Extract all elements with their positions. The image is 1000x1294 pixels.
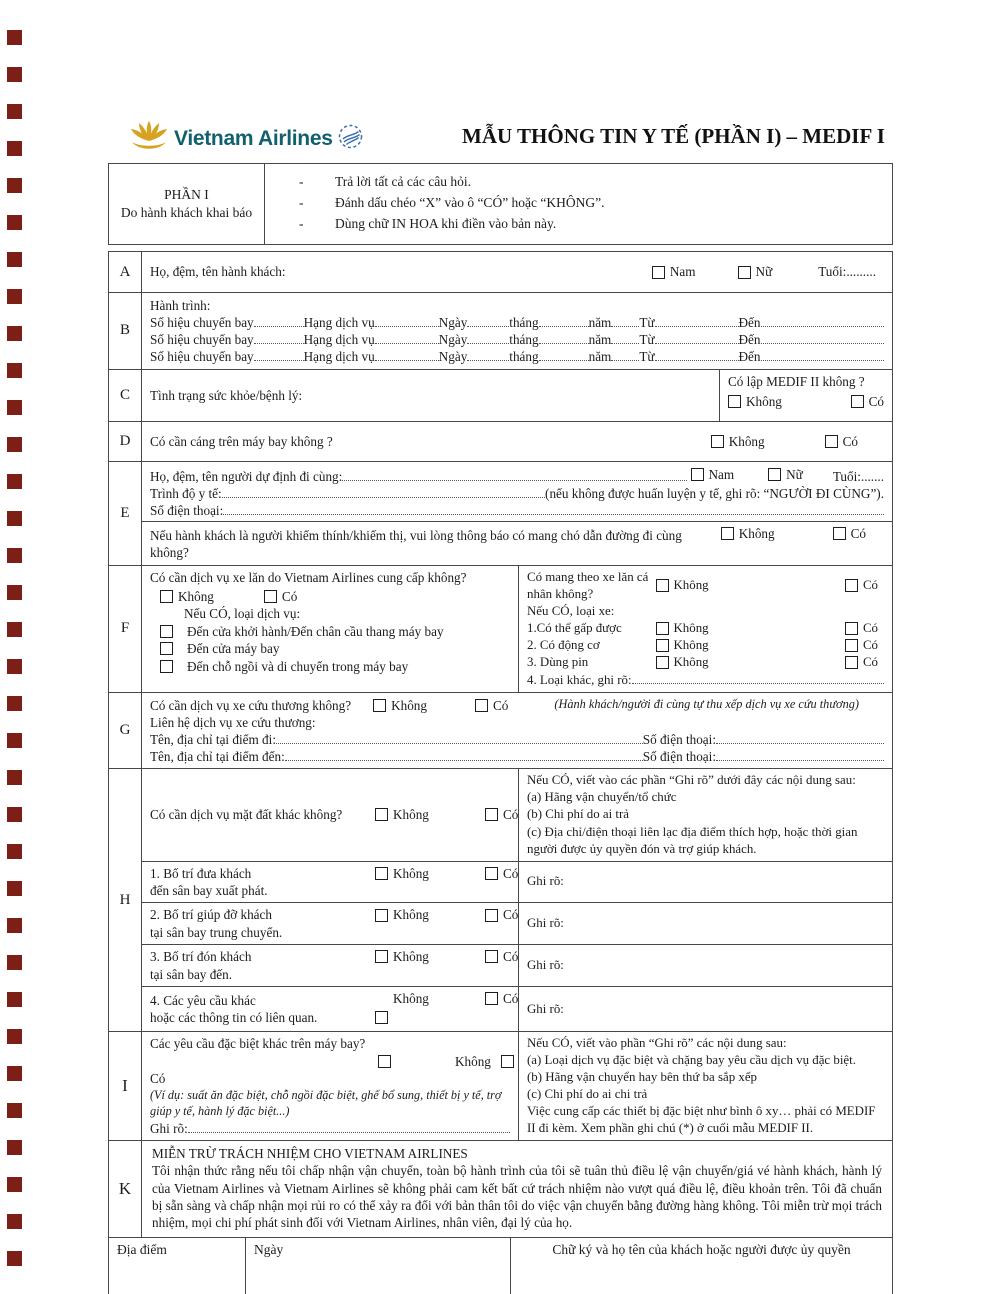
write-in-line[interactable] xyxy=(761,331,884,344)
part-label: PHẦN I xyxy=(164,186,209,202)
companion-block xyxy=(142,462,892,522)
item-yes-option xyxy=(485,948,518,965)
no-checkbox[interactable] xyxy=(375,909,388,922)
medif2-cell xyxy=(719,370,892,421)
row-letter: E xyxy=(109,462,142,565)
waiver-title: MIỄN TRỪ TRÁCH NHIỆM CHO VIETNAM AIRLINES xyxy=(152,1146,468,1162)
item-no-option xyxy=(375,906,485,923)
main-form-table xyxy=(108,251,893,1294)
note-title: Nếu CÓ, viết vào các phần “Ghi rõ” dưới đây các nội dung sau: xyxy=(527,773,856,788)
service-class-label: Hạng dịch vụ xyxy=(303,349,375,365)
h-item-cell xyxy=(142,945,519,986)
form-header xyxy=(0,116,1000,162)
no-label: Không xyxy=(178,588,214,604)
yes-label: Có xyxy=(862,637,878,652)
stretcher-no-option xyxy=(711,433,765,450)
row-letter: K xyxy=(109,1141,142,1237)
instruction-item xyxy=(293,174,882,190)
month-label: tháng xyxy=(509,349,539,365)
service-checkbox[interactable] xyxy=(160,660,173,673)
type-no-option xyxy=(656,654,756,671)
write-in-line[interactable] xyxy=(254,314,304,327)
to-label: Đến xyxy=(738,315,761,331)
from-label: Từ xyxy=(639,332,655,348)
yes-label: Có xyxy=(868,393,884,409)
male-label: Nam xyxy=(669,264,696,280)
service-checkbox[interactable] xyxy=(160,642,173,655)
h-subrow-3 xyxy=(142,944,892,986)
write-in-line[interactable] xyxy=(716,731,884,744)
no-checkbox[interactable] xyxy=(656,579,669,592)
no-label: Không xyxy=(673,620,709,635)
row-k xyxy=(109,1140,892,1237)
brand-name: Vietnam Airlines xyxy=(174,126,333,150)
type-no-option xyxy=(656,620,756,637)
month-label: tháng xyxy=(509,332,539,348)
medical-level-note: (nếu không được huấn luyện y tế, ghi rõ: “NGƯỜI ĐI CÙNG”). xyxy=(545,485,884,501)
companion-name-label: Họ, đệm, tên người dự định đi cùng: xyxy=(150,468,343,484)
no-checkbox[interactable] xyxy=(501,1055,514,1068)
write-in-line[interactable] xyxy=(761,348,884,361)
own-wheelchair-question: Có mang theo xe lăn cá nhân không? xyxy=(527,569,649,601)
write-in-line[interactable] xyxy=(539,331,589,344)
yes-label: Có xyxy=(842,433,858,449)
health-status-cell xyxy=(142,370,719,421)
no-checkbox[interactable] xyxy=(375,808,388,821)
waiver-body: Tôi nhận thức rằng nếu tôi chấp nhận vận chuyển, toàn bộ hành trình của tôi sẽ tuân thủ điều lệ vận chuyển/giá vé hành khách, hành lý của Vietnam Airlines và Vietnam Airlines sẽ không phải cam kết bất cứ trách nhiệm nào vượt quá điều lệ, điều khoản trên. Tôi đã chuẩn bị sẵn sàng và chấp nhận mọi rủi ro có thể xảy ra đối với bản thân tôi do việc vận chuyển bằng đường hàng không. Tôi miễn trừ mọi trách nhiệm, mọi chi phí phát sinh đối với Vietnam Airlines, nhân viên, đại lý của họ. xyxy=(152,1163,882,1230)
row-letter: H xyxy=(109,769,142,1031)
yes-checkbox[interactable] xyxy=(845,579,858,592)
no-label: Không xyxy=(393,865,429,881)
if-yes-type-label: Nếu CÓ, loại xe: xyxy=(527,603,615,618)
yes-checkbox[interactable] xyxy=(485,950,498,963)
row-letter: A xyxy=(109,252,142,292)
row-h xyxy=(109,768,892,1031)
wc-type-label: 2. Có động cơ xyxy=(527,637,600,652)
item-yes-option xyxy=(485,865,518,882)
row-i xyxy=(109,1031,892,1140)
row-f xyxy=(109,565,892,692)
companion-female-option xyxy=(768,466,803,483)
service-option xyxy=(160,640,510,657)
service-label: Đến cửa máy bay xyxy=(187,641,280,657)
no-label: Không xyxy=(673,637,709,652)
from-address-label: Tên, địa chỉ tại điểm đi: xyxy=(150,732,276,748)
type-yes-option xyxy=(845,620,878,637)
ground-service-question-cell xyxy=(142,769,519,860)
yes-checkbox[interactable] xyxy=(851,395,864,408)
h-item-cell xyxy=(142,987,519,1031)
yes-label: Có xyxy=(493,697,509,713)
no-checkbox[interactable] xyxy=(721,527,734,540)
note-a: (a) Loại dịch vụ đặc biệt và chặng bay yêu cầu dịch vụ đặc biệt. xyxy=(527,1053,856,1068)
wheelchair-service-question: Có cần dịch vụ xe lăn do Vietnam Airlines cung cấp không? xyxy=(150,569,467,585)
service-label: Đến chỗ ngồi và di chuyển trong máy bay xyxy=(187,658,409,674)
no-label: Không xyxy=(393,807,429,823)
phone-label: Số điện thoại: xyxy=(642,732,716,748)
stretcher-question: Có cần cáng trên máy bay không ? xyxy=(150,433,333,449)
row-g xyxy=(109,692,892,769)
special-request-cell xyxy=(142,1032,519,1140)
write-in-line[interactable] xyxy=(611,348,639,361)
specify-cell xyxy=(519,903,892,944)
wc-yes-option xyxy=(264,588,297,605)
no-label: Không xyxy=(393,991,429,1007)
no-label: Không xyxy=(746,393,782,409)
dash-bullet: - xyxy=(299,216,304,231)
h-item-label: 3. Bố trí đón khách tại sân bay đến. xyxy=(150,949,252,982)
write-in-line[interactable] xyxy=(375,331,439,344)
dog-no-option xyxy=(721,525,775,542)
no-checkbox[interactable] xyxy=(160,590,173,603)
specify-cell xyxy=(519,945,892,986)
page-title: MẪU THÔNG TIN Y TẾ (PHẦN I) – MEDIF I xyxy=(462,124,885,148)
write-in-line[interactable] xyxy=(254,331,304,344)
specify-label: Ghi rõ: xyxy=(527,1001,564,1016)
write-in-line[interactable] xyxy=(632,671,884,684)
row-letter: G xyxy=(109,693,142,769)
no-checkbox[interactable] xyxy=(375,950,388,963)
no-label: Không xyxy=(455,1053,491,1069)
note-b: (b) Hãng vận chuyển hay bên thứ ba sắp xếp xyxy=(527,1070,757,1085)
item-no-option xyxy=(375,865,485,882)
male-label: Nam xyxy=(708,466,735,482)
special-request-options xyxy=(150,1053,510,1070)
sex-female-option xyxy=(738,263,773,280)
dog-yes-option xyxy=(833,525,866,542)
write-in-line[interactable] xyxy=(285,748,643,761)
row-e xyxy=(109,461,892,565)
item-yes-option xyxy=(485,990,518,1007)
day-label: Ngày xyxy=(438,315,468,331)
note-c: (c) Chi phí do ai chi trả xyxy=(527,1087,648,1102)
item-yes-option xyxy=(485,906,518,923)
write-in-line[interactable] xyxy=(254,348,304,361)
phone-line xyxy=(150,502,884,519)
flight-no-label: Số hiệu chuyến bay xyxy=(150,349,254,365)
no-checkbox[interactable] xyxy=(656,639,669,652)
yes-checkbox[interactable] xyxy=(378,1055,391,1068)
male-checkbox[interactable] xyxy=(691,468,704,481)
h-subrow-2 xyxy=(142,902,892,944)
age-label[interactable]: Tuổi:......... xyxy=(818,264,876,280)
vietnam-airlines-logo xyxy=(128,120,364,157)
yes-label: Có xyxy=(503,991,519,1007)
specify-cell xyxy=(519,862,892,903)
note-a: (a) Hãng vận chuyển/tổ chức xyxy=(527,790,677,805)
punched-edge-marks xyxy=(7,30,22,1268)
own-wheelchair-cell xyxy=(519,566,892,692)
female-label: Nữ xyxy=(755,264,773,280)
service-option xyxy=(160,623,510,640)
type-no-option xyxy=(656,637,756,654)
signature-cell[interactable] xyxy=(511,1238,892,1294)
no-checkbox[interactable] xyxy=(656,622,669,635)
type-yes-option xyxy=(845,637,878,654)
specify-line xyxy=(150,1120,510,1137)
instructions-box xyxy=(108,163,893,245)
ambulance-question: Có cần dịch vụ xe cứu thương không? xyxy=(150,697,352,713)
write-in-line[interactable] xyxy=(761,314,884,327)
ground-no-option xyxy=(375,806,485,823)
place-label: Địa điểm xyxy=(117,1242,167,1258)
flight-line xyxy=(150,314,884,331)
companion-male-option xyxy=(691,466,735,483)
no-checkbox[interactable] xyxy=(375,1011,388,1024)
medif2-no-option xyxy=(728,393,782,410)
instruction-text: Dùng chữ IN HOA khi điền vào bản này. xyxy=(335,216,557,231)
phone-label: Số điện thoại: xyxy=(150,503,224,519)
no-checkbox[interactable] xyxy=(375,867,388,880)
service-class-label: Hạng dịch vụ xyxy=(303,315,375,331)
medical-level-label: Trình độ y tế: xyxy=(150,485,222,501)
health-status-label: Tình trạng sức khỏe/bệnh lý: xyxy=(150,387,303,403)
no-label: Không xyxy=(391,697,427,713)
ambulance-self-arrange-note: (Hành khách/người đi cùng tự thu xếp dịch vụ xe cứu thương) xyxy=(554,697,859,712)
yes-checkbox[interactable] xyxy=(264,590,277,603)
special-request-examples: (Ví dụ: suất ăn đặc biệt, chỗ ngồi đặc biệt, ghế bổ sung, thiết bị y tế, trợ giúp y tế, hành lý đặc biệt...) xyxy=(150,1088,502,1119)
note-title: Nếu CÓ, viết vào phần “Ghi rõ” các nội dung sau: xyxy=(527,1036,787,1051)
no-checkbox[interactable] xyxy=(711,435,724,448)
wc-no-option xyxy=(160,588,214,605)
wc-type-label: 1.Có thể gấp được xyxy=(527,620,622,635)
guide-dog-question: Nếu hành khách là người khiếm thính/khiếm thị, vui lòng thông báo có mang chó dẫn đường đi cùng không? xyxy=(150,528,682,561)
from-label: Từ xyxy=(639,349,655,365)
write-in-line[interactable] xyxy=(655,348,739,361)
ground-service-note-cell xyxy=(519,769,892,860)
yes-checkbox[interactable] xyxy=(485,992,498,1005)
wc-type-row xyxy=(527,654,884,671)
no-label: Không xyxy=(728,433,765,449)
item-no-option xyxy=(375,990,485,1023)
service-label: Đến cửa khởi hành/Đến chân cầu thang máy bay xyxy=(187,623,444,639)
row-letter: B xyxy=(109,293,142,369)
h-item-label: 1. Bố trí đưa khách đến sân bay xuất phát. xyxy=(150,865,268,898)
row-letter: I xyxy=(109,1032,142,1140)
note-d: Việc cung cấp các thiết bị đặc biệt như bình ô xy… phải có MEDIF II đi kèm. Xem phần ghi chú (*) ở cuối mẫu MEDIF II. xyxy=(527,1104,876,1136)
swirl-globe-icon xyxy=(337,123,364,155)
phone-label: Số điện thoại: xyxy=(642,749,716,765)
write-in-line[interactable] xyxy=(467,348,509,361)
part-sublabel: Do hành khách khai báo xyxy=(120,205,253,220)
row-c xyxy=(109,369,892,421)
instruction-text: Đánh dấu chéo “X” vào ô “CÓ” hoặc “KHÔNG”. xyxy=(335,195,605,210)
row-a xyxy=(109,252,892,292)
wc-type-row xyxy=(527,637,884,654)
itinerary-title: Hành trình: xyxy=(150,298,211,313)
row-letter: F xyxy=(109,566,142,692)
no-label: Không xyxy=(673,654,709,669)
signature-row xyxy=(109,1237,892,1294)
yes-label: Có xyxy=(150,1070,166,1086)
row-b xyxy=(109,292,892,369)
special-request-question: Các yêu cầu đặc biệt khác trên máy bay? xyxy=(150,1036,366,1052)
write-in-line[interactable] xyxy=(375,348,439,361)
ambulance-from-line xyxy=(150,731,884,748)
h-item-cell xyxy=(142,862,519,903)
companion-name-line xyxy=(150,466,884,485)
instruction-item xyxy=(293,216,882,232)
yes-checkbox[interactable] xyxy=(845,656,858,669)
yes-label: Có xyxy=(862,578,878,593)
ground-service-question: Có cần dịch vụ mặt đất khác không? xyxy=(150,807,343,823)
date-label: Ngày xyxy=(254,1242,284,1258)
ambulance-yes-option xyxy=(475,697,508,714)
yes-checkbox[interactable] xyxy=(485,909,498,922)
h-item-label: 4. Các yêu cầu khác hoặc các thông tin có liên quan. xyxy=(150,992,318,1026)
flight-line xyxy=(150,348,884,365)
instructions-list xyxy=(265,164,892,244)
write-in-line[interactable] xyxy=(655,314,739,327)
instruction-item xyxy=(293,195,882,211)
write-in-line[interactable] xyxy=(222,485,545,498)
dash-bullet: - xyxy=(299,195,304,210)
day-label: Ngày xyxy=(438,332,468,348)
own-wc-no-option xyxy=(656,577,756,594)
yes-label: Có xyxy=(281,588,298,604)
yes-checkbox[interactable] xyxy=(845,622,858,635)
medif2-yes-option xyxy=(851,393,884,410)
write-in-line[interactable] xyxy=(539,314,589,327)
write-in-line[interactable] xyxy=(539,348,589,361)
yes-checkbox[interactable] xyxy=(845,639,858,652)
yes-checkbox[interactable] xyxy=(485,808,498,821)
year-label: năm xyxy=(588,332,612,348)
yes-label: Có xyxy=(503,949,519,965)
no-checkbox[interactable] xyxy=(656,656,669,669)
lotus-icon xyxy=(128,120,170,157)
no-label: Không xyxy=(738,526,775,542)
write-in-line[interactable] xyxy=(467,314,509,327)
type-yes-option xyxy=(845,654,878,671)
guide-dog-line xyxy=(142,521,892,564)
place-cell[interactable] xyxy=(109,1238,246,1294)
row-letter: D xyxy=(109,422,142,461)
write-in-line[interactable] xyxy=(276,731,643,744)
wc-type-label: 3. Dùng pin xyxy=(527,654,589,669)
row-letter: C xyxy=(109,370,142,421)
service-class-label: Hạng dịch vụ xyxy=(303,332,375,348)
stretcher-yes-option xyxy=(825,433,858,450)
write-in-line[interactable] xyxy=(223,502,884,515)
ambulance-no-option xyxy=(373,697,427,714)
dash-bullet: - xyxy=(299,174,304,189)
ambulance-to-line xyxy=(150,748,884,765)
write-in-line[interactable] xyxy=(375,314,439,327)
wc-type-other-line xyxy=(527,671,884,689)
yes-checkbox[interactable] xyxy=(475,699,488,712)
wc-type-other-label: 4. Loại khác, ghi rõ: xyxy=(527,672,632,687)
yes-label: Có xyxy=(503,865,519,881)
yes-checkbox[interactable] xyxy=(825,435,838,448)
passenger-name-label: Họ, đệm, tên hành khách: xyxy=(150,264,286,280)
month-label: tháng xyxy=(509,315,539,331)
ambulance-contact-label: Liên hệ dịch vụ xe cứu thương: xyxy=(150,714,316,730)
flight-line xyxy=(150,331,884,348)
no-label: Không xyxy=(393,907,429,923)
yes-label: Có xyxy=(503,907,519,923)
write-in-line[interactable] xyxy=(716,748,884,761)
ambulance-question-line xyxy=(150,697,884,714)
no-label: Không xyxy=(393,949,429,965)
write-in-line[interactable] xyxy=(655,331,739,344)
form-body xyxy=(108,163,893,1294)
special-request-note-cell xyxy=(519,1032,892,1140)
specify-label: Ghi rõ: xyxy=(527,958,564,973)
service-option xyxy=(160,658,510,675)
medical-level-line xyxy=(150,485,884,502)
yes-label: Có xyxy=(862,654,878,669)
specify-label: Ghi rõ: xyxy=(527,916,564,931)
yes-label: Có xyxy=(862,620,878,635)
date-cell[interactable] xyxy=(246,1238,511,1294)
note-c: (c) Địa chỉ/điện thoại liên lạc địa điểm thích hợp, hoặc thời gian người được ủy quyền đón và trợ giúp khách. xyxy=(527,824,858,856)
h-header-subrow xyxy=(142,769,892,860)
specify-label: Ghi rõ: xyxy=(150,1120,188,1136)
day-label: Ngày xyxy=(438,349,468,365)
flight-no-label: Số hiệu chuyến bay xyxy=(150,332,254,348)
write-in-line[interactable] xyxy=(611,331,639,344)
h-subrow-4 xyxy=(142,986,892,1031)
write-in-line[interactable] xyxy=(188,1120,510,1133)
no-checkbox[interactable] xyxy=(728,395,741,408)
row-d xyxy=(109,421,892,461)
yes-label: Có xyxy=(503,807,519,823)
medif2-question: Có lập MEDIF II không ? xyxy=(728,373,865,389)
no-checkbox[interactable] xyxy=(373,699,386,712)
item-no-option xyxy=(375,948,485,965)
wc-type-row xyxy=(527,620,884,637)
instruction-text: Trả lời tất cả các câu hỏi. xyxy=(335,174,471,189)
service-checkbox[interactable] xyxy=(160,625,173,638)
to-address-label: Tên, địa chỉ tại điểm đến: xyxy=(150,749,285,765)
year-label: năm xyxy=(588,315,612,331)
female-label: Nữ xyxy=(786,466,803,482)
specify-cell xyxy=(519,987,892,1031)
from-label: Từ xyxy=(639,315,655,331)
if-yes-service-label: Nếu CÓ, loại dịch vụ: xyxy=(184,606,301,622)
specify-label: Ghi rõ: xyxy=(527,874,564,889)
sex-male-option xyxy=(652,263,696,280)
write-in-line[interactable] xyxy=(467,331,509,344)
write-in-line[interactable] xyxy=(342,468,686,481)
female-checkbox[interactable] xyxy=(738,266,751,279)
wheelchair-service-cell xyxy=(142,566,519,692)
to-label: Đến xyxy=(738,332,761,348)
h-item-cell xyxy=(142,903,519,944)
year-label: năm xyxy=(588,349,612,365)
h-subrow-1 xyxy=(142,861,892,903)
note-b: (b) Chi phí do ai trả xyxy=(527,807,630,822)
signature-label: Chữ ký và họ tên của khách hoặc người được ủy quyền xyxy=(552,1242,851,1258)
flight-no-label: Số hiệu chuyến bay xyxy=(150,315,254,331)
yes-checkbox[interactable] xyxy=(485,867,498,880)
part-label-cell xyxy=(109,164,265,244)
write-in-line[interactable] xyxy=(611,314,639,327)
own-wc-yes-option xyxy=(845,577,878,594)
male-checkbox[interactable] xyxy=(652,266,665,279)
no-label: Không xyxy=(673,578,709,593)
h-item-label: 2. Bố trí giúp đỡ khách tại sân bay trung chuyển. xyxy=(150,907,283,940)
yes-checkbox[interactable] xyxy=(833,527,846,540)
to-label: Đến xyxy=(738,349,761,365)
ground-yes-option xyxy=(485,806,518,823)
yes-label: Có xyxy=(850,526,866,542)
female-checkbox[interactable] xyxy=(768,468,781,481)
companion-age-label[interactable]: Tuổi:....... xyxy=(832,468,884,484)
